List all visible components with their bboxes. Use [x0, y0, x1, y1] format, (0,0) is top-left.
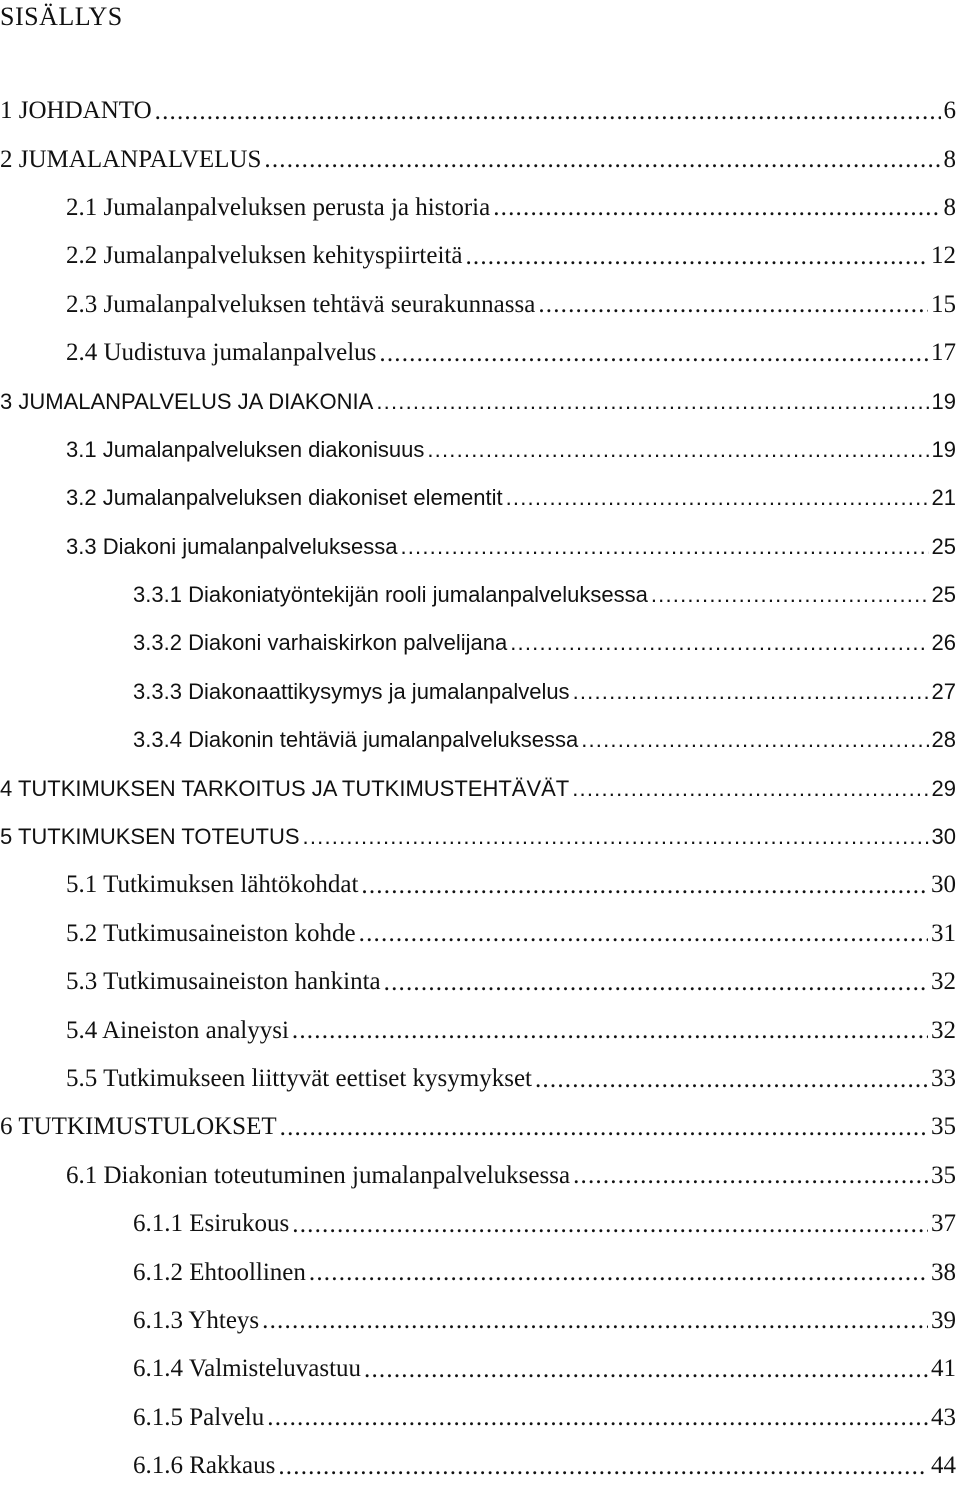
toc-entry-text: Jumalanpalveluksen diakoniset elementit — [102, 485, 503, 511]
toc-entry[interactable] — [0, 474, 956, 522]
toc-entry-number: 3.3.4 — [133, 727, 182, 753]
toc-entry-page: 6 — [943, 97, 956, 125]
dot-leader — [379, 341, 928, 366]
toc-entry-title — [133, 1355, 361, 1383]
toc-entry-text: TUTKIMUKSEN TOTEUTUS — [17, 824, 300, 850]
toc-entry[interactable] — [0, 329, 956, 377]
toc-entry-title — [66, 1162, 570, 1190]
toc-entry-text: Esirukous — [189, 1210, 290, 1238]
toc-entry[interactable] — [0, 910, 956, 958]
toc-entry-title — [133, 679, 570, 705]
toc-entry[interactable] — [0, 813, 956, 861]
toc-entry-text: Diakoni varhaiskirkon palvelijana — [188, 630, 508, 656]
toc-entry-title — [0, 389, 373, 415]
toc-entry-text: TUTKIMUKSEN TARKOITUS JA TUTKIMUSTEHTÄVÄT — [17, 775, 570, 801]
dot-leader — [493, 195, 940, 220]
toc-entry-title — [133, 1452, 275, 1480]
page-title: SISÄLLYS — [0, 2, 123, 31]
dot-leader — [278, 1454, 928, 1479]
toc-entry[interactable] — [0, 1394, 956, 1442]
toc-entry-number: 3.3 — [66, 533, 97, 559]
toc-entry-title — [133, 630, 507, 656]
toc-entry[interactable] — [0, 1152, 956, 1200]
dot-leader — [364, 1357, 928, 1382]
toc-entry-text: Yhteys — [188, 1306, 260, 1334]
toc-entry-number: 5 — [0, 824, 13, 850]
dot-leader — [292, 1018, 928, 1043]
toc-entry-text: JUMALANPALVELUS — [18, 145, 262, 173]
toc-entry[interactable] — [0, 1345, 956, 1393]
toc-entry[interactable] — [0, 668, 956, 716]
dot-leader — [280, 1115, 928, 1140]
toc-entry-page: 31 — [931, 919, 956, 947]
toc-entry-page: 33 — [931, 1065, 956, 1092]
toc-entry-page: 19 — [931, 436, 956, 462]
toc-entry-text: Tutkimusaineiston kohde — [103, 919, 356, 947]
dot-leader — [400, 536, 928, 558]
toc-entry-text: JOHDANTO — [18, 97, 152, 125]
dot-leader — [651, 584, 929, 606]
toc-entry-text: Diakonin tehtäviä jumalanpalveluksessa — [188, 727, 579, 753]
toc-entry-number: 3.2 — [66, 485, 97, 511]
toc-entry-text: Palvelu — [189, 1403, 265, 1431]
toc-entry-title — [66, 1017, 289, 1045]
toc-entry-number: 2.2 — [66, 242, 98, 270]
toc-entry-page: 28 — [931, 727, 956, 753]
toc-entry-page: 25 — [931, 533, 956, 559]
toc-entry-number: 1 — [0, 97, 13, 125]
toc-entry-title — [66, 194, 490, 222]
toc-entry[interactable] — [0, 571, 956, 619]
toc-entry[interactable] — [0, 426, 956, 474]
dot-leader — [510, 632, 928, 654]
toc-entry-page: 19 — [931, 388, 956, 414]
toc-entry[interactable] — [0, 1006, 956, 1054]
toc-entry-number: 4 — [0, 775, 13, 801]
toc-entry-page: 41 — [931, 1355, 956, 1383]
toc-entry-number: 6.1.3 — [133, 1306, 183, 1334]
toc-entry-text: Jumalanpalveluksen kehityspiirteitä — [103, 242, 463, 270]
toc-entry[interactable] — [0, 184, 956, 232]
toc-entry-page: 35 — [931, 1161, 956, 1189]
dot-leader — [267, 1405, 928, 1430]
toc-entry-number: 6 — [0, 1113, 13, 1141]
toc-entry-number: 2.4 — [66, 339, 98, 367]
toc-entry[interactable] — [0, 1103, 956, 1151]
toc-entry-number: 5.3 — [66, 968, 98, 996]
toc-entry-text: Jumalanpalveluksen perusta ja historia — [103, 193, 491, 221]
toc-entry-title — [66, 871, 358, 899]
toc-entry-page: 39 — [931, 1306, 956, 1334]
toc-entry-title — [66, 339, 376, 367]
toc-entry-number: 3.3.2 — [133, 630, 182, 656]
toc-entry-title — [133, 1307, 259, 1335]
toc-entry-text: TUTKIMUSTULOKSET — [18, 1113, 277, 1141]
toc-entry[interactable] — [0, 764, 956, 812]
toc-entry-title — [133, 1404, 264, 1432]
toc-entry-number: 6.1.1 — [133, 1210, 183, 1238]
toc-entry-number: 5.5 — [66, 1065, 98, 1092]
toc-entry[interactable] — [0, 1200, 956, 1248]
toc-entry-number: 3.3.3 — [133, 678, 182, 704]
dot-leader — [572, 778, 928, 800]
toc-entry-title — [66, 437, 424, 463]
toc-entry-page: 8 — [943, 193, 956, 221]
toc-entry-text: Diakoni jumalanpalveluksessa — [102, 533, 398, 559]
toc-entry-text: Tutkimuksen lähtökohdat — [103, 871, 359, 899]
toc-entry-number: 6.1.2 — [133, 1258, 183, 1286]
toc-entry-page: 44 — [931, 1452, 956, 1480]
toc-entry-number: 2.3 — [66, 290, 98, 318]
toc-entry-title — [0, 824, 300, 850]
toc-entry-page: 21 — [931, 485, 956, 511]
toc-entry-number: 3 — [0, 388, 13, 414]
toc-entry-text: Jumalanpalveluksen diakonisuus — [102, 436, 425, 462]
toc-entry-number: 6.1.4 — [133, 1355, 183, 1383]
toc-entry-text: Tutkimusaineiston hankinta — [103, 968, 381, 996]
toc-entry-page: 17 — [931, 339, 956, 367]
toc-entry-title — [66, 291, 535, 319]
toc-entry-page: 27 — [931, 678, 956, 704]
toc-entry[interactable] — [0, 135, 956, 183]
toc-entry-text: Tutkimukseen liittyvät eettiset kysymykset — [103, 1065, 532, 1092]
dot-leader — [384, 970, 928, 995]
toc-entry[interactable] — [0, 523, 956, 571]
toc-entry-number: 2 — [0, 145, 13, 173]
dot-leader — [376, 391, 928, 413]
toc-entry-number: 5.4 — [66, 1016, 98, 1044]
toc-entry-text: Valmisteluvastuu — [188, 1355, 362, 1383]
dot-leader — [427, 439, 928, 461]
toc-entry-page: 29 — [931, 775, 956, 801]
dot-leader — [309, 1260, 928, 1285]
toc-entry-page: 12 — [931, 242, 956, 270]
toc-entry[interactable] — [0, 377, 956, 425]
toc-entry-number: 3.3.1 — [133, 582, 182, 608]
toc-entry[interactable] — [0, 958, 956, 1006]
toc-entry-title — [66, 485, 503, 511]
dot-leader — [292, 1212, 928, 1237]
toc-entry-text: JUMALANPALVELUS JA DIAKONIA — [18, 388, 374, 414]
toc-entry-page: 37 — [931, 1210, 956, 1238]
toc-entry-text: Aineiston analyysi — [102, 1016, 289, 1044]
toc-entry-number: 2.1 — [66, 193, 98, 221]
toc-entry-text: Ehtoollinen — [189, 1258, 306, 1286]
toc-entry-page: 30 — [931, 871, 956, 899]
toc-entry-page: 8 — [943, 145, 956, 173]
toc-entry-title — [133, 1259, 306, 1287]
toc-entry-title — [0, 1113, 277, 1141]
toc-entry-title — [66, 534, 397, 560]
toc-entry[interactable] — [0, 232, 956, 280]
toc-entry-number: 5.1 — [66, 871, 98, 899]
toc-entry-page: 32 — [931, 968, 956, 996]
toc-entry-page: 38 — [931, 1258, 956, 1286]
dot-leader — [262, 1308, 928, 1333]
toc-entry-text: Rakkaus — [189, 1452, 276, 1480]
toc-entry-text: Diakonaattikysymys ja jumalanpalvelus — [188, 678, 570, 704]
toc-entry-title — [0, 776, 569, 802]
toc-entry[interactable] — [0, 281, 956, 329]
toc-entry-title — [0, 146, 261, 174]
toc-entry-title — [66, 920, 356, 948]
dot-leader — [573, 681, 929, 703]
toc-entry-page: 26 — [931, 630, 956, 656]
toc-entry[interactable] — [0, 1442, 956, 1490]
toc-entry[interactable] — [0, 1055, 956, 1103]
dot-leader — [264, 147, 940, 172]
dot-leader — [361, 873, 928, 898]
toc-entry-text: Diakonian toteutuminen jumalanpalveluksessa — [103, 1161, 571, 1189]
toc-entry-page: 30 — [931, 824, 956, 850]
dot-leader — [506, 487, 929, 509]
toc-entry[interactable] — [0, 1248, 956, 1296]
dot-leader — [359, 921, 928, 946]
toc-entry-page: 25 — [931, 582, 956, 608]
toc-entry-title — [66, 968, 381, 996]
dot-leader — [535, 1067, 928, 1092]
dot-leader — [465, 244, 928, 269]
dot-leader — [538, 292, 928, 317]
toc-entry-text: Diakoniatyöntekijän rooli jumalanpalveluksessa — [188, 582, 648, 608]
toc-entry-title — [0, 97, 152, 125]
toc-entry-title — [66, 242, 462, 270]
toc-entry-number: 6.1.5 — [133, 1403, 183, 1431]
toc-entry[interactable] — [0, 87, 956, 135]
toc-entry-page: 35 — [931, 1113, 956, 1141]
toc-entry-page: 32 — [931, 1016, 956, 1044]
dot-leader — [155, 99, 941, 124]
dot-leader — [581, 729, 928, 751]
toc-entry[interactable] — [0, 716, 956, 764]
toc-entry-title — [133, 727, 578, 753]
toc-entry-title — [66, 1065, 532, 1093]
toc-entry-title — [133, 1210, 289, 1238]
toc-entry-text: Uudistuva jumalanpalvelus — [103, 339, 377, 367]
toc-entry-page: 43 — [931, 1403, 956, 1431]
toc-entry-page: 15 — [931, 290, 956, 318]
toc-entry[interactable] — [0, 861, 956, 909]
table-of-contents — [0, 87, 956, 1490]
toc-entry-number: 5.2 — [66, 919, 98, 947]
toc-entry-number: 3.1 — [66, 436, 97, 462]
toc-entry-title — [133, 582, 648, 608]
toc-entry[interactable] — [0, 1297, 956, 1345]
dot-leader — [303, 826, 929, 848]
toc-entry[interactable] — [0, 619, 956, 667]
dot-leader — [573, 1163, 928, 1188]
toc-entry-number: 6.1.6 — [133, 1452, 183, 1480]
toc-entry-number: 6.1 — [66, 1161, 98, 1189]
toc-entry-text: Jumalanpalveluksen tehtävä seurakunnassa — [103, 290, 536, 318]
